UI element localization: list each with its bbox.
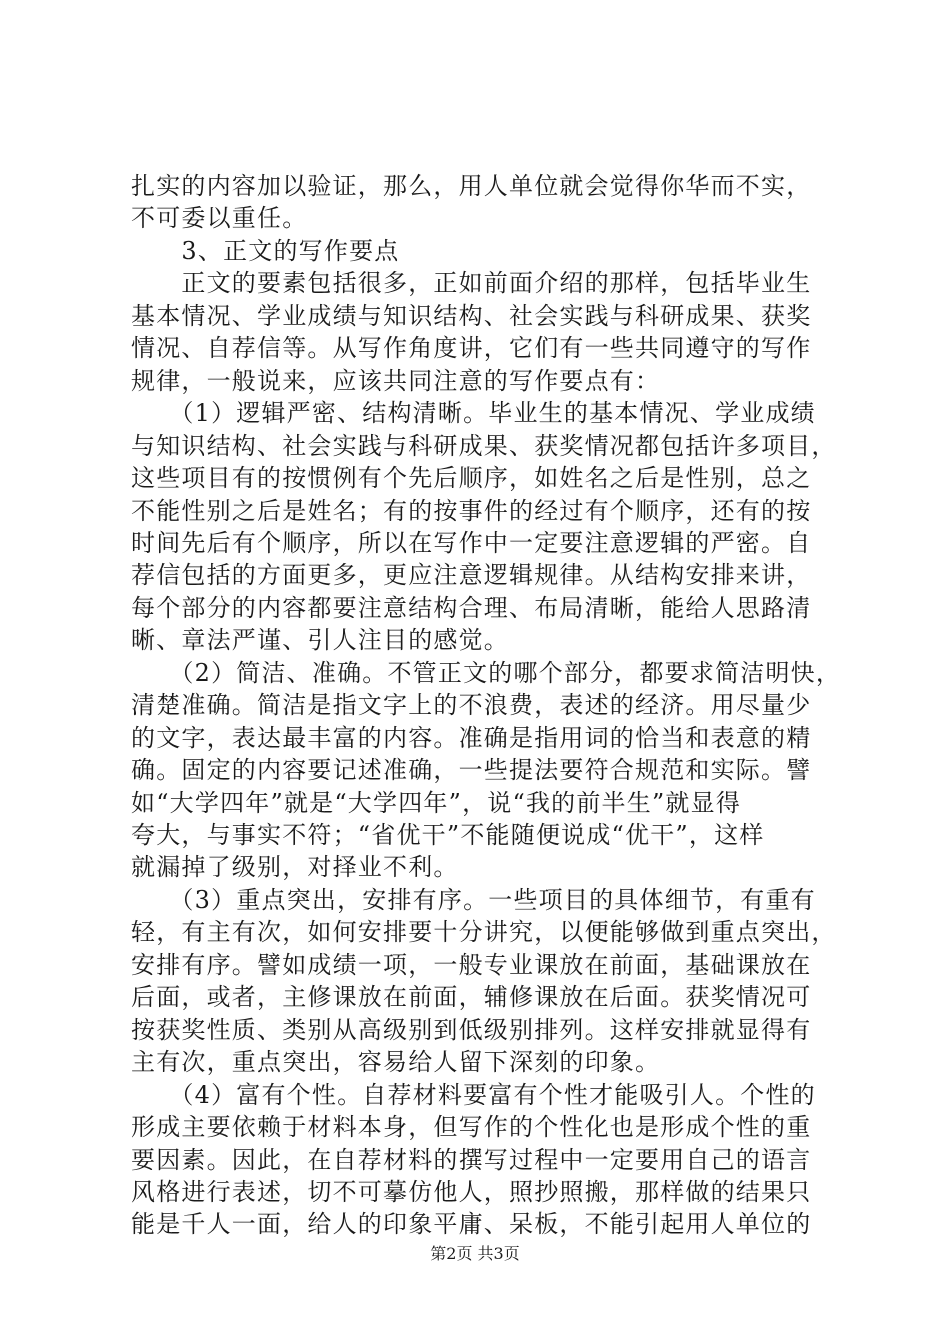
text-line: 风格进行表述，切不可摹仿他人，照抄照搬，那样做的结果只 bbox=[131, 1177, 812, 1206]
text-line: 主有次，重点突出，容易给人留下深刻的印象。 bbox=[131, 1048, 661, 1077]
text-line: 如“大学四年”就是“大学四年”，说“我的前半生”就显得 bbox=[131, 788, 742, 817]
text-line: 后面，或者，主修课放在前面，辅修课放在后面。获奖情况可 bbox=[131, 983, 812, 1012]
text-line: 要因素。因此，在自荐材料的撰写过程中一定要用自己的语言 bbox=[131, 1145, 812, 1174]
text-line: 夸大，与事实不符；“省优干”不能随便说成“优干”，这样 bbox=[131, 821, 765, 849]
text-line: （3）重点突出，安排有序。一些项目的具体细节，有重有 bbox=[131, 885, 816, 914]
text-line: 就漏掉了级别，对择业不利。 bbox=[131, 853, 459, 882]
text-line: 正文的要素包括很多，正如前面介绍的那样，包括毕业生 bbox=[131, 269, 812, 298]
text-line: 每个部分的内容都要注意结构合理、布局清晰，能给人思路清 bbox=[131, 593, 812, 622]
text-line: （4）富有个性。自荐材料要富有个性才能吸引人。个性的 bbox=[131, 1080, 816, 1109]
text-line: 基本情况、学业成绩与知识结构、社会实践与科研成果、获奖 bbox=[131, 301, 812, 330]
page-footer: 第2页 共3页 bbox=[430, 1244, 520, 1263]
text-line: 规律，一般说来，应该共同注意的写作要点有： bbox=[131, 366, 661, 395]
text-line: 轻，有主有次，如何安排要十分讲究，以便能够做到重点突出， bbox=[131, 918, 837, 947]
text-line: 不能性别之后是姓名；有的按事件的经过有个顺序，还有的按 bbox=[131, 496, 812, 525]
text-line: 安排有序。譬如成绩一项，一般专业课放在前面，基础课放在 bbox=[131, 950, 812, 979]
text-line: （2）简洁、准确。不管正文的哪个部分，都要求简洁明快， bbox=[131, 658, 842, 687]
text-line: 时间先后有个顺序，所以在写作中一定要注意逻辑的严密。自 bbox=[131, 528, 812, 557]
text-line: 荐信包括的方面更多，更应注意逻辑规律。从结构安排来讲， bbox=[131, 561, 812, 590]
text-line: 能是千人一面，给人的印象平庸、呆板，不能引起用人单位的 bbox=[131, 1210, 812, 1239]
text-line: 晰、章法严谨、引人注目的感觉。 bbox=[131, 626, 509, 655]
text-line: 情况、自荐信等。从写作角度讲，它们有一些共同遵守的写作 bbox=[131, 334, 812, 363]
text-line: 按获奖性质、类别从高级别到低级别排列。这样安排就显得有 bbox=[131, 1015, 812, 1044]
text-line: 不可委以重任。 bbox=[131, 204, 308, 233]
text-line: 扎实的内容加以验证，那么，用人单位就会觉得你华而不实， bbox=[131, 172, 812, 200]
text-line: 清楚准确。简洁是指文字上的不浪费，表述的经济。用尽量少 bbox=[131, 691, 812, 720]
text-line: 与知识结构、社会实践与科研成果、获奖情况都包括许多项目， bbox=[131, 431, 837, 460]
text-line: 确。固定的内容要记述准确，一些提法要符合规范和实际。譬 bbox=[131, 756, 812, 785]
text-line: 形成主要依赖于材料本身，但写作的个性化也是形成个性的重 bbox=[131, 1113, 812, 1142]
text-line: 这些项目有的按惯例有个先后顺序，如姓名之后是性别，总之 bbox=[131, 464, 812, 493]
text-line: （1）逻辑严密、结构清晰。毕业生的基本情况、学业成绩 bbox=[131, 399, 816, 428]
text-line: 的文字，表达最丰富的内容。准确是指用词的恰当和表意的精 bbox=[131, 723, 812, 752]
text-line: 3、正文的写作要点 bbox=[131, 236, 400, 265]
